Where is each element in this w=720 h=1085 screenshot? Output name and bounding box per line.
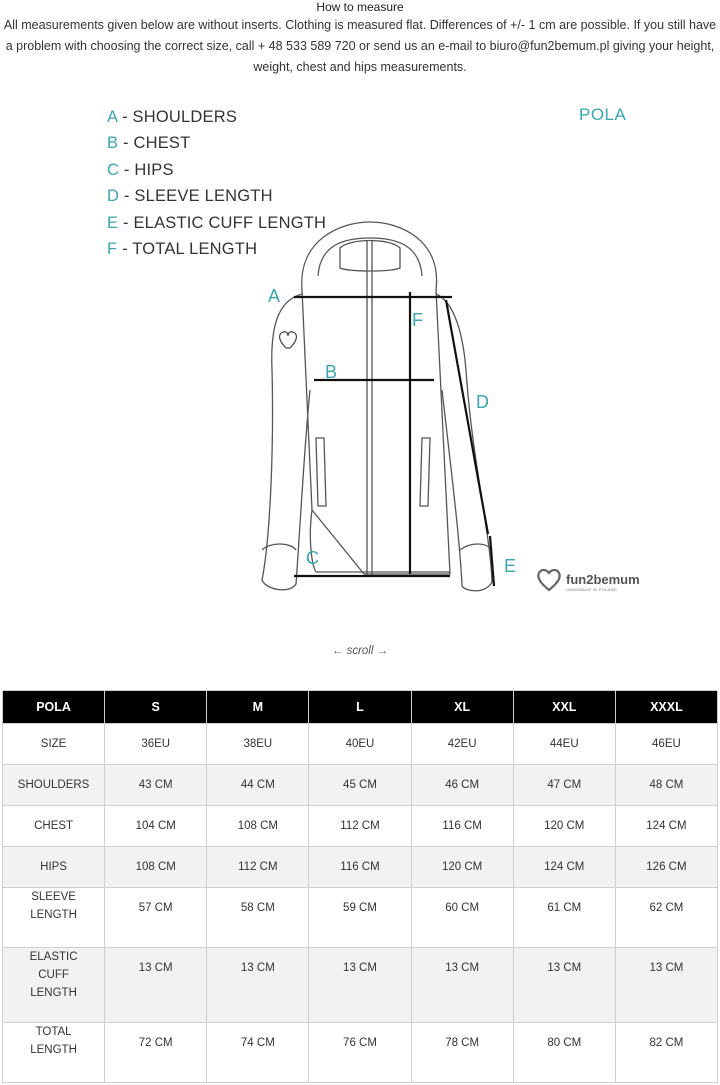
table-cell: 44 CM [207, 765, 309, 806]
table-cell: 124 CM [615, 806, 717, 847]
table-cell: 116 CM [411, 806, 513, 847]
column-header: L [309, 691, 411, 724]
legend-label: - CHEST [118, 134, 191, 153]
measurement-instructions: All measurements given below are without inserts. Clothing is measured flat. Differences of +/- 1 cm are possible. If you still have a problem with choosing the correct size, call + 48 533 589 720 or send us an e-mail to biuro@fun2bemum.pl giving your height, weight, chest and hips measurements. [3, 18, 717, 74]
label-e: E [504, 556, 517, 576]
column-header: POLA [3, 691, 105, 724]
heart-logo-icon [280, 332, 297, 348]
table-cell: 120 CM [513, 806, 615, 847]
table-cell: 48 CM [615, 765, 717, 806]
table-row [3, 1023, 718, 1083]
table-cell: 38EU [207, 724, 309, 765]
label-a: A [268, 286, 281, 306]
measure-line-d [446, 300, 488, 534]
size-table[interactable] [2, 690, 718, 1083]
legend-label: - SHOULDERS [117, 108, 238, 126]
label-c: C [306, 548, 319, 568]
table-cell: 59 CM [309, 888, 411, 948]
page-heading: How to measure [316, 0, 404, 14]
column-header: XXXL [615, 691, 717, 724]
brand-name: fun2bemum [566, 572, 640, 587]
legend-key: A [107, 108, 118, 126]
table-cell: 62 CM [615, 888, 717, 948]
scroll-hint: ← scroll → [331, 645, 389, 657]
legend-key: C [107, 160, 120, 179]
table-row [3, 847, 718, 888]
label-f: F [412, 310, 423, 330]
table-cell: 58 CM [207, 888, 309, 948]
table-cell: 126 CM [615, 847, 717, 888]
table-row [3, 888, 718, 948]
table-cell: 43 CM [105, 765, 207, 806]
table-row [3, 765, 718, 806]
row-label: SIZE [3, 724, 105, 765]
brand-tagline: HANDMADE IN POLAND [566, 587, 617, 592]
table-cell: 80 CM [513, 1023, 615, 1083]
hoodie-outline [262, 222, 492, 591]
table-cell: 60 CM [411, 888, 513, 948]
legend-key: B [107, 134, 119, 153]
table-cell: 40EU [309, 724, 411, 765]
row-label: SLEEVE LENGTH [3, 888, 105, 948]
table-row [3, 724, 718, 765]
table-cell: 61 CM [513, 888, 615, 948]
table-row [3, 948, 718, 1023]
legend-key: E [107, 213, 119, 232]
column-header: S [105, 691, 207, 724]
table-cell: 13 CM [207, 948, 309, 1023]
row-label: SHOULDERS [3, 765, 105, 806]
legend-key: D [107, 187, 120, 206]
column-header: M [207, 691, 309, 724]
table-cell: 46 CM [411, 765, 513, 806]
brand-heart-icon [536, 568, 562, 592]
label-b: B [325, 362, 338, 382]
model-name: POLA [579, 105, 627, 124]
table-cell: 45 CM [309, 765, 411, 806]
table-cell: 47 CM [513, 765, 615, 806]
row-label: TOTAL LENGTH [3, 1023, 105, 1083]
row-label: ELASTIC CUFF LENGTH [3, 948, 105, 1023]
table-cell: 13 CM [513, 948, 615, 1023]
table-cell: 57 CM [105, 888, 207, 948]
table-cell: 13 CM [615, 948, 717, 1023]
row-label: CHEST [3, 806, 105, 847]
table-cell: 104 CM [105, 806, 207, 847]
table-cell: 116 CM [309, 847, 411, 888]
legend-item-hips [107, 157, 326, 183]
table-cell: 13 CM [105, 948, 207, 1023]
brand-logo [536, 568, 640, 597]
column-header: XL [411, 691, 513, 724]
row-label: HIPS [3, 847, 105, 888]
legend-label: - SLEEVE LENGTH [119, 187, 273, 206]
label-d: D [476, 392, 489, 412]
table-row [3, 806, 718, 847]
legend-key: F [107, 240, 118, 259]
column-header: XXL [513, 691, 615, 724]
table-cell: 13 CM [309, 948, 411, 1023]
table-cell: 72 CM [105, 1023, 207, 1083]
table-cell: 112 CM [207, 847, 309, 888]
table-cell: 120 CM [411, 847, 513, 888]
legend-label: - TOTAL LENGTH [117, 240, 258, 259]
table-cell: 44EU [513, 724, 615, 765]
legend-item-sleeve-length [107, 183, 326, 209]
table-cell: 108 CM [207, 806, 309, 847]
table-cell: 82 CM [615, 1023, 717, 1083]
legend-item-chest [107, 130, 326, 156]
table-cell: 124 CM [513, 847, 615, 888]
legend-item-shoulders [107, 104, 326, 130]
legend-label: - HIPS [119, 160, 174, 179]
table-cell: 108 CM [105, 847, 207, 888]
table-cell: 74 CM [207, 1023, 309, 1083]
table-header-row [3, 691, 718, 724]
legend-label: - ELASTIC CUFF LENGTH [118, 213, 327, 232]
table-cell: 42EU [411, 724, 513, 765]
table-cell: 78 CM [411, 1023, 513, 1083]
table-cell: 36EU [105, 724, 207, 765]
table-cell: 46EU [615, 724, 717, 765]
table-cell: 112 CM [309, 806, 411, 847]
table-cell: 13 CM [411, 948, 513, 1023]
table-cell: 76 CM [309, 1023, 411, 1083]
hoodie-diagram [250, 210, 650, 610]
